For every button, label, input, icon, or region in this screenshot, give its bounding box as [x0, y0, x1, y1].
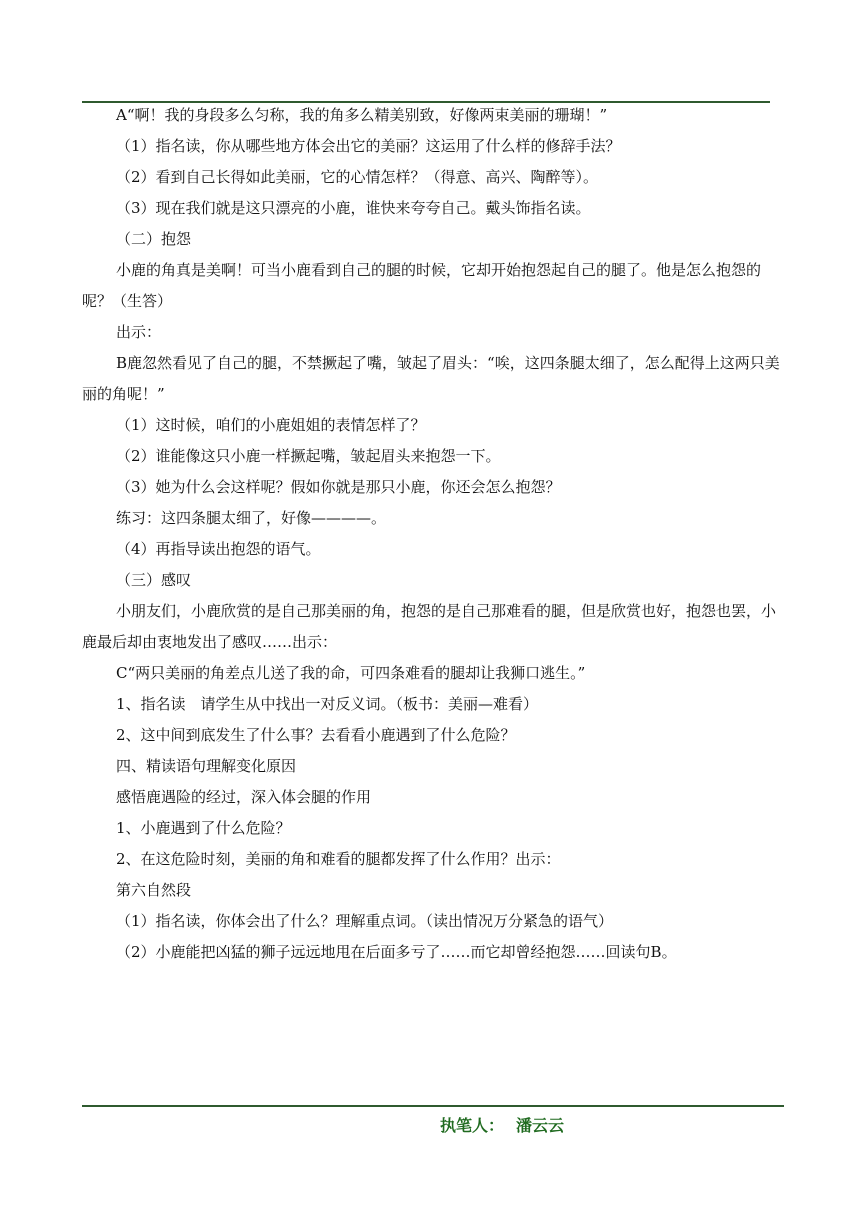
- footer-author: [440, 1111, 564, 1141]
- paragraph: 感悟鹿遇险的经过，深入体会腿的作用: [116, 788, 372, 806]
- paragraph: 2、在这危险时刻，美丽的角和难看的腿都发挥了什么作用？出示：: [116, 850, 561, 868]
- paragraph: 出示：: [116, 323, 162, 341]
- paragraph: A“啊！我的身段多么匀称，我的角多么精美别致，好像两束美丽的珊瑚！”: [116, 106, 608, 124]
- paragraph: （1）指名读，你从哪些地方体会出它的美丽？这运用了什么样的修辞手法？: [116, 137, 621, 155]
- paragraph: 练习：这四条腿太细了，好像————。: [116, 509, 387, 527]
- paragraph: 2、这中间到底发生了什么事？去看看小鹿遇到了什么危险？: [116, 726, 516, 744]
- paragraph: 第六自然段: [116, 881, 192, 899]
- paragraph: B鹿忽然看见了自己的腿，不禁撅起了嘴，皱起了眉头：“唉，这四条腿太细了，怎么配得上这两只美丽的角呢！”: [82, 354, 780, 403]
- section-heading: 四、精读语句理解变化原因: [116, 757, 297, 775]
- paragraph: （2）谁能像这只小鹿一样撅起嘴，皱起眉头来抱怨一下。: [116, 447, 501, 465]
- section-heading: （三）感叹: [116, 571, 192, 589]
- paragraph: （2）看到自己长得如此美丽，它的心情怎样？（得意、高兴、陶醉等）。: [116, 168, 599, 186]
- paragraph: 小朋友们，小鹿欣赏的是自己那美丽的角，抱怨的是自己那难看的腿，但是欣赏也好，抱怨也罢，小鹿最后却由衷地发出了感叹……出示：: [82, 602, 777, 651]
- document-body: [82, 100, 782, 968]
- paragraph: 1、指名读 请学生从中找出一对反义词。（板书：美丽—难看）: [116, 695, 539, 713]
- footer-rule: [82, 1105, 784, 1107]
- paragraph: C“两只美丽的角差点儿送了我的命，可四条难看的腿却让我狮口逃生。”: [116, 664, 586, 682]
- paragraph: （2）小鹿能把凶猛的狮子远远地甩在后面多亏了……而它却曾经抱怨……回读句B。: [116, 943, 677, 961]
- footer-author-label: 执笔人：: [440, 1116, 505, 1135]
- paragraph: （3）她为什么会这样呢？假如你就是那只小鹿，你还会怎么抱怨？: [116, 478, 561, 496]
- paragraph: 小鹿的角真是美啊！可当小鹿看到自己的腿的时候，它却开始抱怨起自己的腿了。他是怎么抱怨的呢？（生答）: [82, 261, 762, 310]
- paragraph: （1）这时候，咱们的小鹿姐姐的表情怎样了？: [116, 416, 426, 434]
- paragraph: 1、小鹿遇到了什么危险？: [116, 819, 291, 837]
- section-heading: （二）抱怨: [116, 230, 192, 248]
- paragraph: （1）指名读，你体会出了什么？理解重点词。（读出情况万分紧急的语气）: [116, 912, 614, 930]
- paragraph: （4）再指导读出抱怨的语气。: [116, 540, 321, 558]
- paragraph: （3）现在我们就是这只漂亮的小鹿，谁快来夸夸自己。戴头饰指名读。: [116, 199, 591, 217]
- footer-author-name: 潘云云: [516, 1116, 565, 1135]
